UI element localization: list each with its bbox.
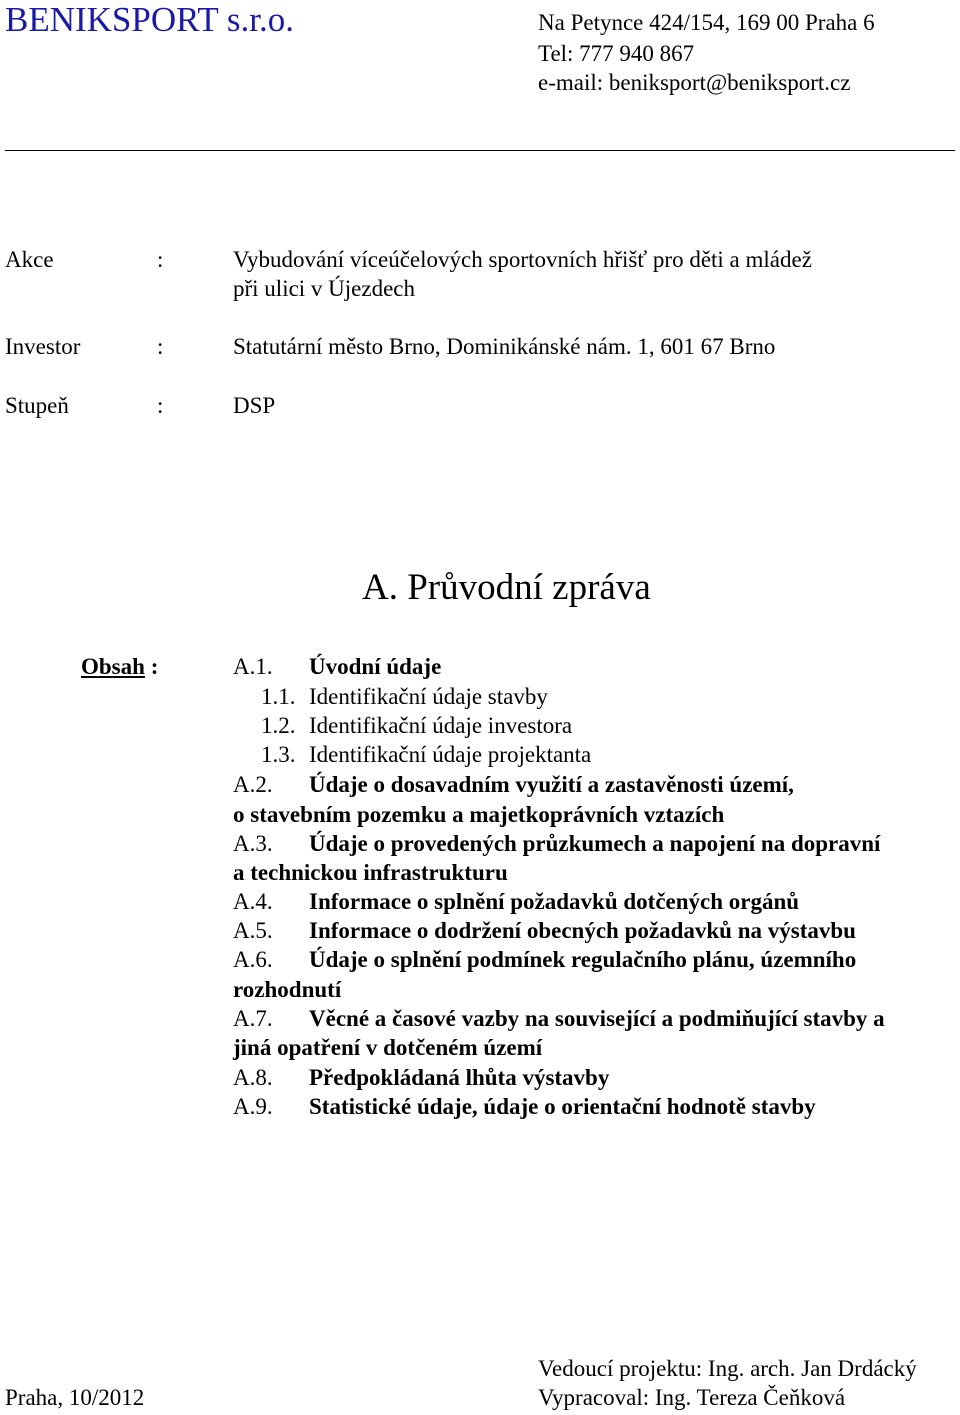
stupen-colon: : <box>157 393 164 418</box>
toc-item-a7 <box>233 1004 953 1064</box>
akce-value-line1: Vybudování víceúčelových sportovních hřišť pro děti a mládež <box>233 247 812 272</box>
akce-value-line2: při ulici v Újezdech <box>233 276 416 301</box>
contents-label-text: Obsah <box>81 654 145 679</box>
toc-item-a6 <box>233 945 953 1005</box>
toc-item-a4 <box>233 887 953 917</box>
contents-label-colon: : <box>150 654 159 679</box>
toc-text: Údaje o dosavadním využití a zastavěnosti území, <box>309 772 794 797</box>
toc-text: Informace o splnění požadavků dotčených orgánů <box>309 889 800 914</box>
toc-item-a9 <box>233 1092 953 1122</box>
toc-item-a1 <box>233 652 953 682</box>
investor-colon: : <box>157 334 164 359</box>
toc-item-a2 <box>233 770 953 830</box>
akce-colon: : <box>157 247 164 272</box>
toc-item-a5 <box>233 916 953 946</box>
company-name: BENIKSPORT s.r.o. <box>5 0 294 39</box>
toc-text: Statistické údaje, údaje o orientační hodnotě stavby <box>309 1094 816 1119</box>
toc-item-1-2 <box>233 711 953 741</box>
akce-label: Akce <box>5 247 54 272</box>
toc-number: A.5. <box>233 918 273 943</box>
toc-number: A.2. <box>233 772 273 797</box>
toc-number: A.9. <box>233 1094 273 1119</box>
toc-text: Věcné a časové vazby na související a podmiňující stavby a <box>309 1006 885 1031</box>
investor-value: Statutární město Brno, Dominikánské nám. 1, 601 67 Brno <box>233 334 776 359</box>
toc-text: Úvodní údaje <box>309 654 442 679</box>
header-divider <box>5 150 955 151</box>
toc-text: Údaje o splnění podmínek regulačního plánu, územního <box>309 947 857 972</box>
toc-text-continued: rozhodnutí <box>233 977 342 1002</box>
toc-text-continued: jiná opatření v dotčeném území <box>233 1035 543 1060</box>
company-phone: Tel: 777 940 867 <box>538 41 695 66</box>
contents-label <box>81 652 158 682</box>
company-address: Na Petynce 424/154, 169 00 Praha 6 <box>538 10 875 35</box>
toc-number: A.3. <box>233 831 273 856</box>
toc-text: Údaje o provedených průzkumech a napojení na dopravní <box>309 831 881 856</box>
investor-label: Investor <box>5 334 81 359</box>
toc-text: Identifikační údaje investora <box>309 713 573 738</box>
toc-number: A.1. <box>233 654 273 679</box>
toc-number: A.8. <box>233 1065 273 1090</box>
toc-number: A.7. <box>233 1006 273 1031</box>
toc-number: 1.1. <box>261 684 296 709</box>
place-and-date: Praha, 10/2012 <box>5 1385 145 1410</box>
project-lead: Vedoucí projektu: Ing. arch. Jan Drdácký <box>538 1356 917 1381</box>
toc-item-a8 <box>233 1063 953 1093</box>
toc-item-a3 <box>233 829 953 889</box>
toc-text: Předpokládaná lhůta výstavby <box>309 1065 610 1090</box>
prepared-by: Vypracoval: Ing. Tereza Čeňková <box>538 1385 846 1410</box>
toc-item-1-1 <box>233 682 953 712</box>
toc-item-1-3 <box>233 740 953 770</box>
toc-number: A.4. <box>233 889 273 914</box>
toc-text-continued: o stavebním pozemku a majetkoprávních vztazích <box>233 802 725 827</box>
toc-number: A.6. <box>233 947 273 972</box>
document-title: A. Průvodní zpráva <box>362 567 651 608</box>
toc-number: 1.2. <box>261 713 296 738</box>
toc-text: Identifikační údaje projektanta <box>309 742 592 767</box>
company-email: e-mail: beniksport@beniksport.cz <box>538 70 851 95</box>
toc-number: 1.3. <box>261 742 296 767</box>
stupen-value: DSP <box>233 393 276 418</box>
toc-text: Informace o dodržení obecných požadavků na výstavbu <box>309 918 856 943</box>
toc-text: Identifikační údaje stavby <box>309 684 548 709</box>
stupen-label: Stupeň <box>5 393 69 418</box>
toc-text-continued: a technickou infrastrukturu <box>233 860 508 885</box>
